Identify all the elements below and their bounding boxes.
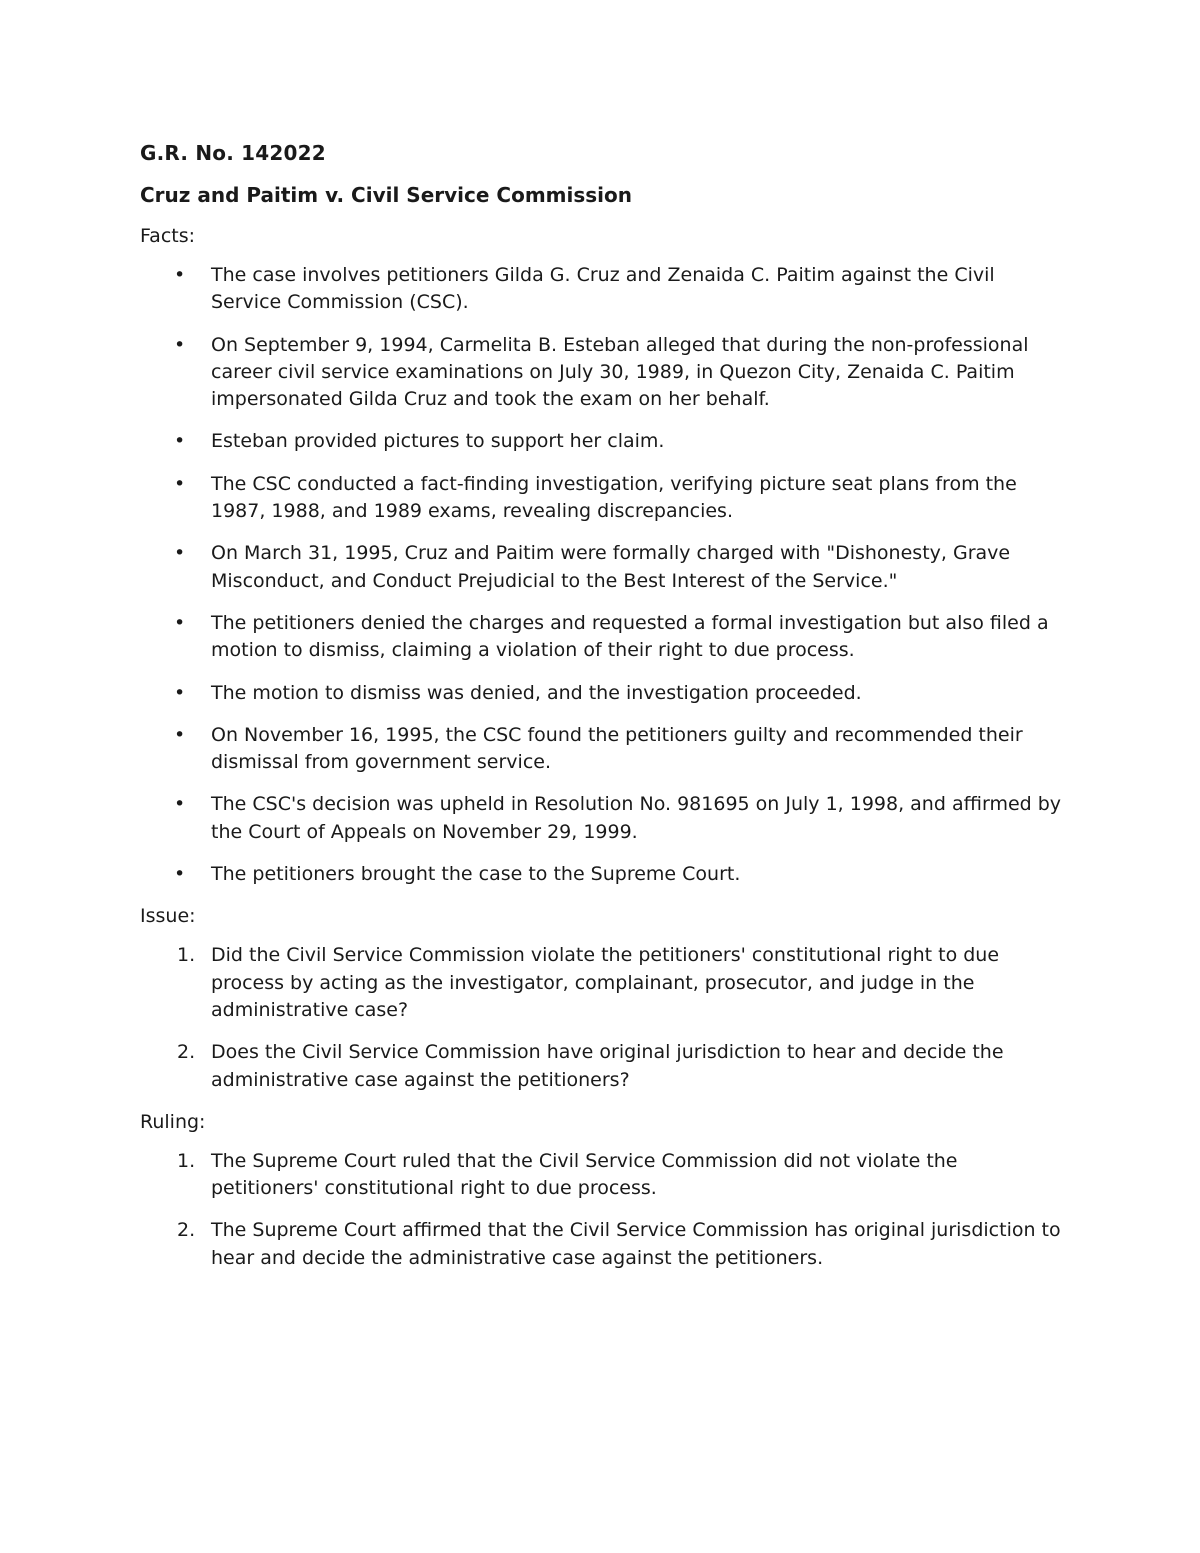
- fact-text: The CSC conducted a fact-finding investigation, verifying picture seat plans from the 1987, 1988, and 1989 exams, revealing discrepancies.: [211, 472, 1017, 523]
- bullet-icon: •: [174, 472, 186, 495]
- issue-text: Did the Civil Service Commission violate the petitioners' constitutional right to due process by acting as the investigator, complainant, prosecutor, and judge in the administrative case?: [211, 944, 1000, 1021]
- fact-text: The case involves petitioners Gilda G. Cruz and Zenaida C. Paitim against the Civil Service Commission (CSC).: [211, 264, 995, 314]
- ruling-text: The Supreme Court affirmed that the Civil Service Commission has original jurisdiction to hear and decide the administrative case against the petitioners.: [211, 1219, 1061, 1269]
- issue-text: Does the Civil Service Commission have original jurisdiction to hear and decide the administrative case against the petitioners?: [211, 1041, 1004, 1091]
- bullet-icon: •: [174, 793, 186, 816]
- list-item: [140, 942, 1070, 1024]
- list-item: [140, 540, 1070, 595]
- fact-text: The petitioners denied the charges and requested a formal investigation but also filed a motion to dismiss, claiming a violation of their right to due process.: [211, 611, 1049, 662]
- bullet-icon: •: [174, 430, 186, 453]
- list-item: [140, 680, 1070, 707]
- fact-text: The CSC's decision was upheld in Resolution No. 981695 on July 1, 1998, and affirmed by the Court of Appeals on November 29, 1999.: [211, 793, 1062, 843]
- list-item: [140, 722, 1070, 777]
- facts-heading: Facts:: [140, 225, 196, 247]
- item-number: 2.: [177, 1219, 196, 1242]
- case-number: G.R. No. 142022: [140, 141, 326, 165]
- bullet-icon: •: [174, 264, 186, 286]
- item-number: 1.: [177, 944, 196, 967]
- list-item: [140, 262, 1070, 317]
- issue-heading: Issue:: [140, 905, 196, 928]
- item-number: 2.: [177, 1041, 196, 1064]
- list-item: [140, 1217, 1070, 1272]
- item-number: 1.: [177, 1149, 196, 1172]
- document-page: [140, 138, 1070, 1286]
- fact-text: The motion to dismiss was denied, and the investigation proceeded.: [211, 681, 862, 704]
- rulings-list: [140, 1148, 1070, 1272]
- issues-list: [140, 942, 1070, 1093]
- list-item: [140, 610, 1070, 665]
- list-item: [140, 471, 1070, 526]
- fact-text: On November 16, 1995, the CSC found the petitioners guilty and recommended their dismissal from government service.: [211, 723, 1023, 774]
- list-item: [140, 791, 1070, 846]
- list-item: [140, 1039, 1070, 1094]
- case-title: Cruz and Paitim v. Civil Service Commission: [140, 183, 633, 207]
- bullet-icon: •: [174, 863, 186, 886]
- ruling-text: The Supreme Court ruled that the Civil Service Commission did not violate the petitioners' constitutional right to due process.: [211, 1149, 958, 1200]
- fact-text: On March 31, 1995, Cruz and Paitim were formally charged with "Dishonesty, Grave Misconduct, and Conduct Prejudicial to the Best Interest of the Service.": [211, 542, 1011, 592]
- fact-text: The petitioners brought the case to the Supreme Court.: [211, 863, 741, 886]
- facts-list: [140, 262, 1070, 888]
- bullet-icon: •: [174, 723, 186, 746]
- bullet-icon: •: [174, 333, 186, 356]
- bullet-icon: •: [174, 681, 186, 704]
- bullet-icon: •: [174, 542, 186, 565]
- fact-text: Esteban provided pictures to support her claim.: [211, 430, 665, 453]
- bullet-icon: •: [174, 611, 186, 634]
- list-item: [140, 861, 1070, 888]
- list-item: [140, 428, 1070, 455]
- fact-text: On September 9, 1994, Carmelita B. Esteban alleged that during the non-professional career civil service examinations on July 30, 1989, in Quezon City, Zenaida C. Paitim impersonated Gilda Cruz and took the exam on her behalf.: [211, 333, 1029, 411]
- ruling-heading: Ruling:: [140, 1110, 206, 1133]
- list-item: [140, 1148, 1070, 1203]
- list-item: [140, 332, 1070, 414]
